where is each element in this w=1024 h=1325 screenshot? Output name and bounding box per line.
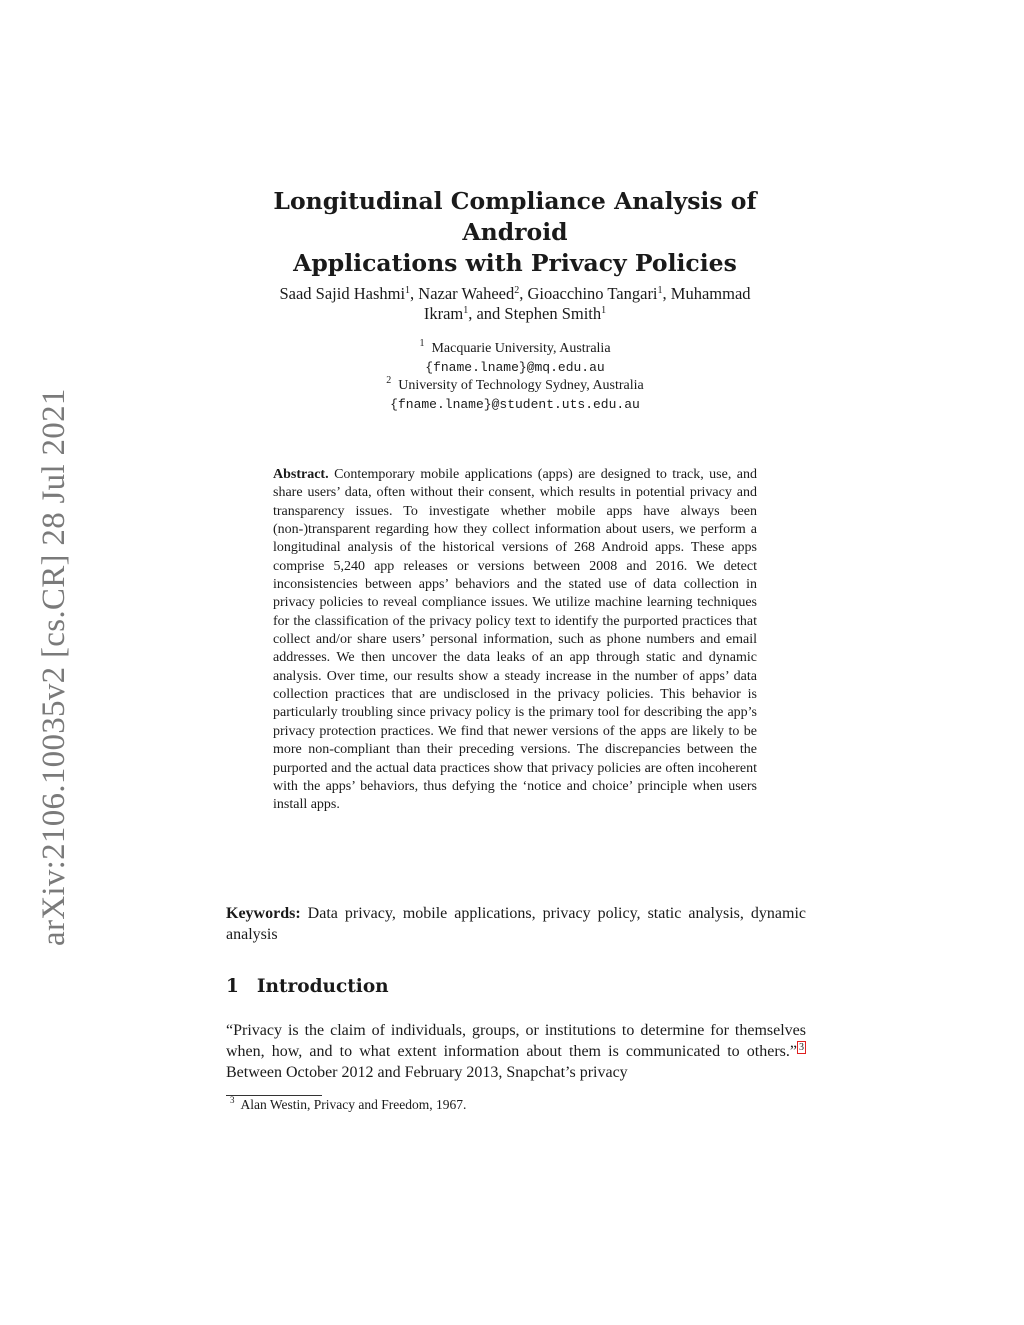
author-name: , Nazar Waheed (410, 284, 515, 303)
intro-text-after: Between October 2012 and February 2013, Snapchat’s privacy (226, 1063, 628, 1081)
author-line-1 (225, 284, 805, 304)
affiliation-mark: 1 (601, 305, 607, 316)
affiliation-mark: 1 (405, 285, 411, 296)
intro-text-before: “Privacy is the claim of individuals, groups, or institutions to determine for themselves when, how, and to what extent information about them is communicated to others.” (226, 1022, 806, 1061)
affiliation-mark: 2 (514, 285, 520, 296)
affiliation-mark: 1 (463, 305, 469, 316)
author-line-2 (225, 304, 805, 324)
affiliations (225, 340, 805, 414)
title-line-1: Longitudinal Compliance Analysis of Android (273, 187, 757, 246)
abstract-text: Contemporary mobile applications (apps) are designed to track, use, and share users’ data, often without their consent, which results in potential privacy and transparency issues. To investigate whether mobile apps have always been (non-)transparent regarding how they collect information about users, we perform a longitudinal analysis of the historical versions of 268 Android apps. These apps comprise 5,240 app releases or versions between 2008 and 2016. We detect inconsistencies between apps’ behaviors and the stated use of data collection in privacy policies to reveal compliance issues. We utilize machine learning techniques for the classification of the privacy policy text to identify the purported practices that collect and/or share users’ personal information, such as phone numbers and email addresses. We then uncover the data leaks of an app through static and dynamic analysis. Over time, our results show a steady increase in the number of apps’ data collection practices that are undisclosed in the privacy policies. This behavior is particularly troubling since privacy policy is the primary tool for describing the app’s privacy protection practices. We find that newer versions of the apps are likely to be more non-compliant than their preceding versions. The discrepancies between the purported and the actual data practices show that privacy policies are often incoherent with the apps’ behaviors, thus defying the ‘notice and choice’ principle when users install apps. (273, 467, 758, 813)
footnote (230, 1096, 466, 1114)
introduction-paragraph (226, 1021, 806, 1083)
keywords-label: Keywords: (226, 905, 301, 922)
author-name: , Gioacchino Tangari (519, 284, 658, 303)
footnote-reference-link[interactable]: 3 (799, 1042, 804, 1054)
author-name: , and Stephen Smith (468, 304, 602, 323)
section-title: Introduction (256, 976, 389, 997)
keywords-text: Data privacy, mobile applications, privacy policy, static analysis, dynamic analysis (226, 905, 806, 943)
affiliation-2-email[interactable]: {fname.lname}@student.uts.edu.au (390, 396, 640, 412)
affiliation-1: $^1$ Macquarie University, Australia (419, 338, 611, 356)
paper-title (220, 186, 810, 279)
affiliation-1-email[interactable]: {fname.lname}@mq.edu.au (425, 359, 605, 375)
author-name: Saad Sajid Hashmi (279, 284, 406, 303)
author-name: , Muhammad (662, 284, 751, 303)
affiliation-2: $^2$ University of Technology Sydney, Australia (386, 375, 644, 393)
author-list (225, 284, 805, 324)
keywords (226, 904, 806, 945)
author-name: Ikram (423, 304, 464, 323)
footnote-mark: 3 (230, 1095, 235, 1105)
title-line-2: Applications with Privacy Policies (293, 249, 737, 277)
affiliation-mark: 1 (657, 285, 663, 296)
footnote-text: Alan Westin, Privacy and Freedom, 1967. (240, 1097, 467, 1112)
abstract (273, 466, 757, 815)
section-number: 1 (226, 976, 239, 997)
abstract-label: Abstract. (273, 467, 329, 482)
section-heading-introduction (226, 976, 389, 997)
arxiv-identifier-stamp: arXiv:2106.10035v2 [cs.CR] 28 Jul 2021 (36, 388, 72, 946)
